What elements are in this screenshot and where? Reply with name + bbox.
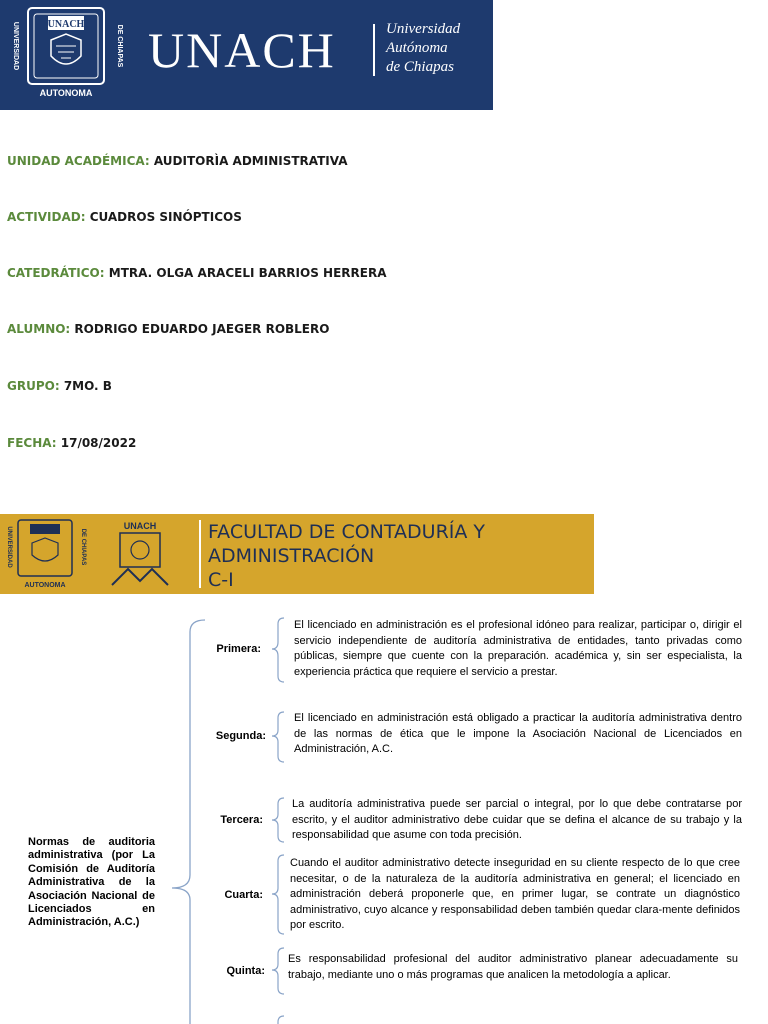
info-value: 7MO. B	[63, 379, 112, 393]
info-value: CUADROS SINÓPTICOS	[89, 210, 242, 224]
info-label: CATEDRÁTICO:	[7, 266, 105, 280]
brace-segunda	[272, 712, 284, 762]
diagram-root-label: Normas de auditoria administrativa (por La Comisión de Auditoría Administrativa de la Asociación Nacional de Licenciados en Administración, A.C.)	[28, 836, 155, 929]
brace-primera	[272, 618, 284, 682]
seal-label: UNACH	[47, 19, 85, 30]
info-label: FECHA:	[7, 436, 57, 450]
university-name-line: de Chiapas	[386, 59, 454, 75]
info-label: UNIDAD ACADÉMICA:	[7, 154, 150, 168]
university-name-line: Universidad	[386, 21, 461, 37]
faculty-emblem-label: UNACH	[123, 521, 157, 531]
branch-label-segunda: Segunda:	[215, 730, 266, 742]
info-value: RODRIGO EDUARDO JAEGER ROBLERO	[74, 322, 330, 336]
branch-text-quinta: Es responsabilidad profesional del auditor administrativo planear adecuadamente su trabajo, mediante uno o más programas que analicen la metodología a aplicar.	[288, 953, 738, 981]
branch-text-segunda: El licenciado en administración está obligado a practicar la auditoría administrativa dentro de las normas de ética que le impone la Asociación Nacional de Licenciados en Administración, A.C.	[294, 712, 742, 755]
university-name-line: Autónoma	[386, 40, 448, 56]
brace-quinta	[272, 948, 284, 994]
brace-next	[278, 1016, 284, 1024]
brace-tercera	[272, 798, 284, 842]
fseal-side-left: UNIVERSIDAD	[6, 526, 12, 568]
faculty-title-line: ADMINISTRACIÓN	[208, 545, 375, 567]
faculty-title-line: FACULTAD DE CONTADURÍA Y	[208, 521, 486, 543]
branch-label-cuarta: Cuarta:	[224, 889, 263, 901]
info-value: 17/08/2022	[60, 436, 137, 450]
branch-text-cuarta: Cuando el auditor administrativo detecte inseguridad en su cliente respecto de lo que cree necesitar, o de la naturaleza de la auditoría administrativa en general; el licenciado en administración deberá proponerle que, en primer lugar, se contrate un diagnóstico administrativo, cuyo alcance y responsabilidad deben también quedar clara-mente definidos por escrito.	[290, 857, 740, 931]
seal-bottom: AUTONOMA	[39, 88, 93, 98]
branch-text-tercera: La auditoría administrativa puede ser parcial o integral, por lo que debe contratarse por escrito, y el auditor administrativo debe cuidar que se defina el alcance de su trabajo y la responsabilidad que asume con toda precisión.	[292, 798, 742, 841]
branch-text-primera: El licenciado en administración es el profesional idóneo para realizar, participar o, dirigir el servicio independiente de auditoría administrativa de entidades, tanto privadas como públicas, siempre que cuente con la preparación. académica y, sin ser especialista, la experiencia práctica que requiere el servicio a prestar.	[294, 619, 742, 678]
brace-cuarta	[272, 855, 284, 934]
info-label: GRUPO:	[7, 379, 60, 393]
fseal-side-right: DE CHIAPAS	[80, 528, 86, 566]
info-label: ALUMNO:	[7, 322, 71, 336]
branch-label-quinta: Quinta:	[226, 965, 265, 977]
info-label: ACTIVIDAD:	[7, 210, 86, 224]
faculty-title-line: C-I	[208, 569, 234, 591]
unach-logo-text: UNACH	[148, 22, 336, 78]
branch-label-primera: Primera:	[216, 643, 261, 655]
info-value: MTRA. OLGA ARACELI BARRIOS HERRERA	[108, 266, 387, 280]
fseal-bottom: AUTONOMA	[24, 582, 66, 589]
seal-side-left: UNIVERSIDAD	[12, 21, 19, 71]
branch-label-tercera: Tercera:	[220, 814, 263, 826]
seal-side-right: DE CHIAPAS	[116, 24, 123, 68]
info-value: AUDITORÌA ADMINISTRATIVA	[153, 154, 348, 168]
